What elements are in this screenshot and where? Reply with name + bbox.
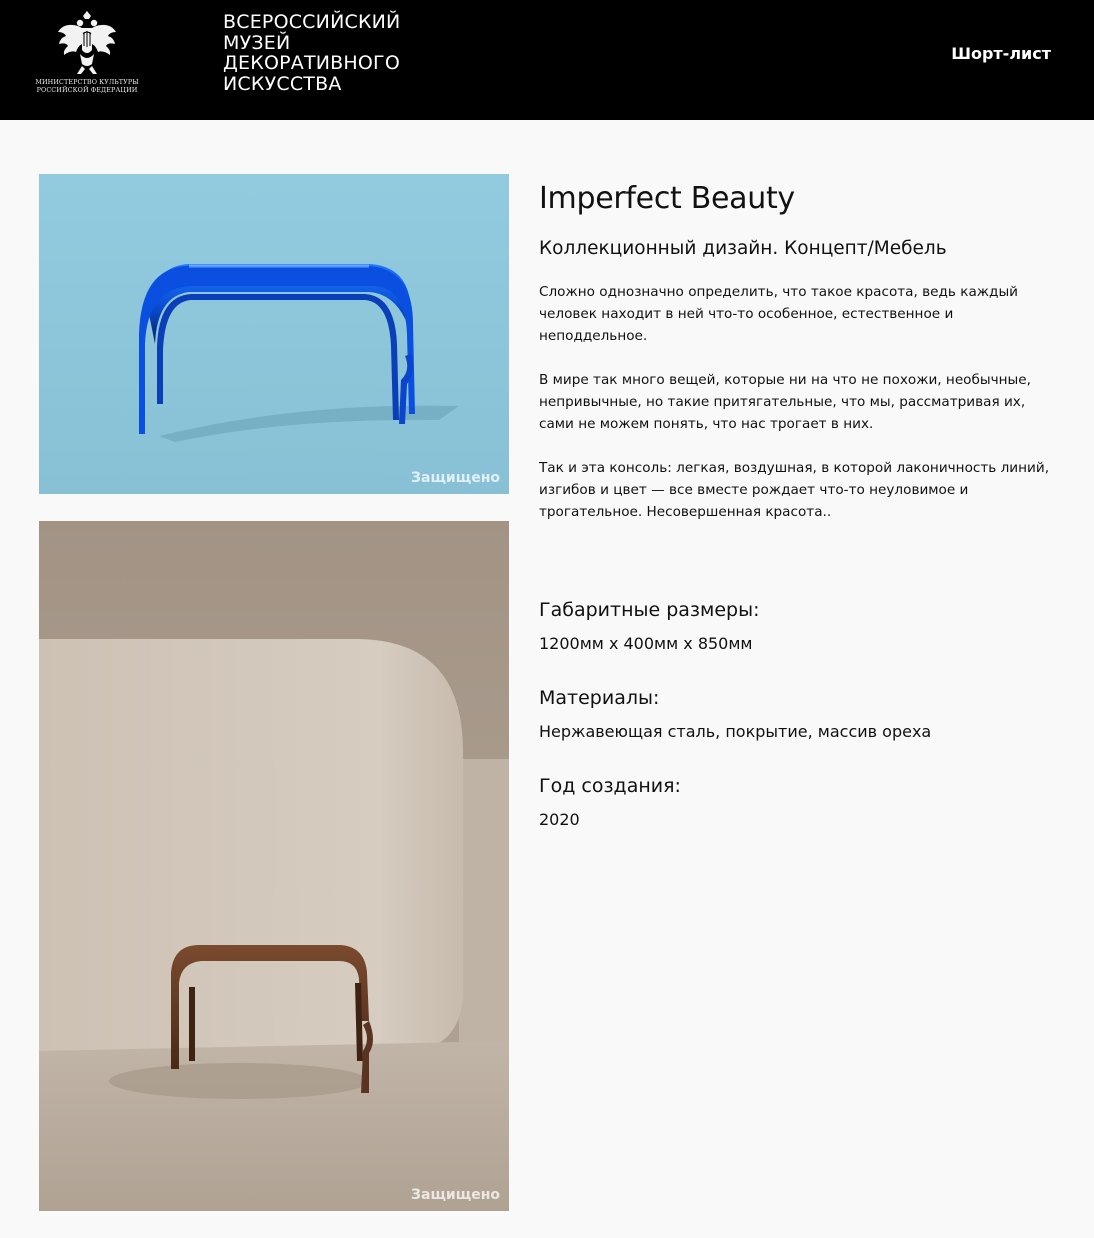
- double-headed-eagle-icon: [56, 10, 118, 76]
- description-paragraph: Так и эта консоль: легкая, воздушная, в которой лаконичность линий, изгибов и цвет — все вместе рождает что-то неуловимое и трогательное. Несовершенная красота..: [539, 460, 1050, 520]
- museum-logo[interactable]: [223, 12, 423, 94]
- materials-label: Материалы:: [539, 687, 660, 709]
- museum-logo-line: МУЗЕЙ: [223, 31, 291, 54]
- ministry-name-line1: МИНИСТЕРСТВО КУЛЬТУРЫ: [35, 78, 139, 86]
- year-value: 2020: [539, 810, 580, 829]
- blue-console-illustration: [39, 174, 509, 494]
- description-paragraph: В мире так много вещей, которые ни на что не похожи, необычные, непривычные, но такие притягательные, что мы, рассматривая их, сами не можем понять, что нас трогает в них.: [539, 372, 1031, 432]
- ministry-name-line2: РОССИЙСКОЙ ФЕДЕРАЦИИ: [36, 86, 138, 94]
- year-label: Год создания:: [539, 775, 681, 797]
- description-paragraph: Сложно однозначно определить, что такое красота, ведь каждый человек находит в ней что-то особенное, естественное и неподдельное.: [539, 284, 1019, 344]
- materials-value: Нержавеющая сталь, покрытие, массив ореха: [539, 722, 932, 741]
- dimensions-value: 1200мм x 400мм x 850мм: [539, 634, 753, 653]
- protected-watermark: Защищено: [411, 1187, 500, 1203]
- museum-logo-line: ВСЕРОССИЙСКИЙ: [223, 11, 401, 33]
- work-category: Коллекционный дизайн. Концепт/Мебель: [539, 238, 947, 259]
- walnut-console-room-illustration: [39, 521, 509, 1211]
- site-header: [0, 0, 1094, 120]
- museum-logo-line: ДЕКОРАТИВНОГО: [223, 52, 400, 74]
- work-details: [539, 174, 1059, 831]
- walnut-console-image[interactable]: [39, 521, 509, 1211]
- ministry-logo[interactable]: [34, 10, 140, 106]
- dimensions-label: Габаритные размеры:: [539, 599, 760, 621]
- museum-logo-line: ИСКУССТВА: [223, 72, 342, 95]
- blue-console-image[interactable]: [39, 174, 509, 494]
- nav-shortlist-link[interactable]: Шорт-лист: [951, 44, 1051, 63]
- protected-watermark: Защищено: [411, 470, 500, 486]
- work-title: Imperfect Beauty: [539, 181, 795, 216]
